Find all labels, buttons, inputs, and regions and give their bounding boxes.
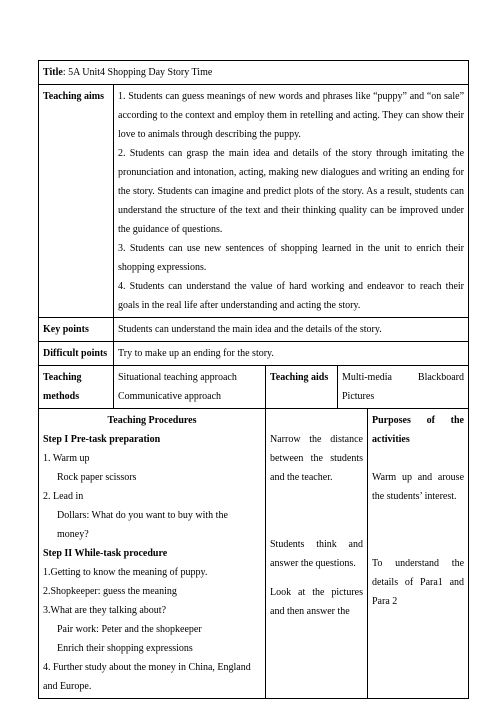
activity-text: Look at the pictures and then answer the — [270, 587, 363, 617]
aim-item: 1. Students can guess meanings of new words and phrases like “puppy” and “on sale” according to the context and employ them in retelling and acting. They can show their love to animals through describing the puppy. — [118, 91, 465, 140]
lesson-plan-table — [38, 60, 469, 699]
procedure-item: 1. Warm up — [43, 453, 90, 464]
purposes-heading-word: the — [450, 415, 464, 426]
difficult-points-row — [39, 342, 469, 366]
procedures-cell — [39, 409, 266, 699]
teaching-aims-cell — [114, 85, 469, 318]
methods-label-line: methods — [43, 391, 80, 402]
teaching-aims-row — [39, 85, 469, 318]
purposes-heading — [372, 411, 464, 430]
purposes-heading-word: of — [426, 415, 435, 426]
key-points-value: Students can understand the main idea and the details of the story. — [114, 318, 469, 342]
aim-item: 2. Students can grasp the main idea and details of the story through imitating the pronunciation and intonation, acting, making new dialogues and writing an ending for the story. Students can imagine and predict plots of the story. As a result, students can understand the structure of the text and their thinking quality can be improved under the guidance of questions. — [118, 148, 465, 235]
aid-item: Blackboard — [417, 372, 465, 383]
key-points-label: Key points — [39, 318, 114, 342]
methods-row — [39, 366, 469, 409]
procedure-detail: Enrich their shopping expressions — [57, 643, 193, 654]
title-cell — [39, 61, 469, 85]
procedure-detail: Pair work: Peter and the shopkeeper — [57, 624, 202, 635]
procedure-item: 2.Shopkeeper: guess the meaning — [43, 586, 177, 597]
teaching-aids-label: Teaching aids — [266, 366, 338, 409]
procedure-item: 4. Further study about the money in China, England and Europe. — [43, 662, 251, 692]
procedure-item: 2. Lead in — [43, 491, 84, 502]
activity-text: Students think and answer the questions. — [270, 539, 363, 569]
procedures-heading: Teaching Procedures — [107, 415, 197, 426]
aid-item: Multi-media — [342, 372, 392, 383]
key-points-row — [39, 318, 469, 342]
aid-item: Pictures — [342, 391, 375, 402]
difficult-points-label: Difficult points — [39, 342, 114, 366]
step-heading: Step I Pre-task preparation — [43, 434, 161, 445]
purposes-heading-word: Purposes — [372, 415, 411, 426]
purpose-text: To understand the details of Para1 and Para 2 — [372, 558, 465, 607]
purposes-cell — [368, 409, 469, 699]
methods-label-line: Teaching — [43, 372, 82, 383]
activities-cell — [266, 409, 368, 699]
difficult-points-value: Try to make up an ending for the story. — [114, 342, 469, 366]
teaching-aids-value — [338, 366, 469, 409]
procedure-item: 3.What are they talking about? — [43, 605, 167, 616]
method-item: Communicative approach — [118, 391, 222, 402]
aim-item: 3. Students can use new sentences of shopping learned in the unit to enrich their shopping expressions. — [118, 243, 465, 273]
procedure-detail: Rock paper scissors — [57, 472, 137, 483]
title-label: Title — [43, 67, 63, 78]
procedures-row — [39, 409, 469, 699]
activity-text: Narrow the distance between the students and the teacher. — [270, 434, 363, 483]
title-value: : 5A Unit4 Shopping Day Story Time — [62, 67, 213, 78]
step-heading: Step II While-task procedure — [43, 548, 168, 559]
procedure-item: 1.Getting to know the meaning of puppy. — [43, 567, 208, 578]
purposes-heading-word: activities — [372, 434, 410, 445]
methods-label — [39, 366, 114, 409]
teaching-aims-label: Teaching aims — [39, 85, 114, 318]
title-row — [39, 61, 469, 85]
methods-list — [114, 366, 266, 409]
procedure-detail: Dollars: What do you want to buy with the money? — [57, 510, 228, 540]
purpose-text: Warm up and arouse the students’ interest. — [372, 472, 465, 502]
method-item: Situational teaching approach — [118, 372, 237, 383]
aim-item: 4. Students can understand the value of hard working and endeavor to reach their goals in the real life after understanding and acting the story. — [118, 281, 465, 311]
